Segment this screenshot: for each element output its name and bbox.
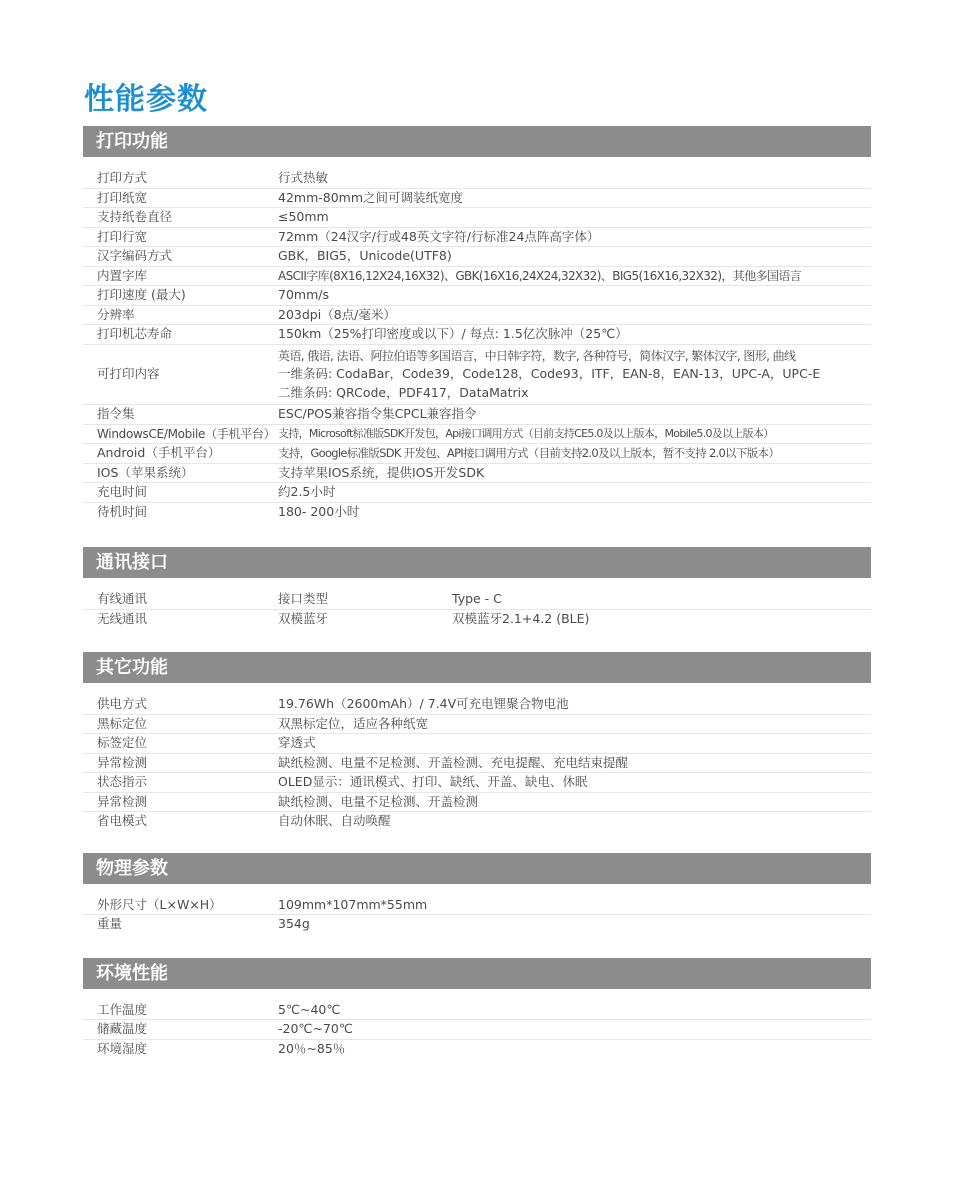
spec-value: 354g [278,916,310,931]
table-row [83,812,871,831]
table-row [83,1020,871,1040]
section-print [83,126,871,521]
table-row [83,590,871,610]
spec-value-line: 英语, 俄语, 法语、阿拉伯语等多国语言，中日韩字符，数字, 各种符号，简体汉字, 繁体汉字, 图形, 曲线 [278,348,796,363]
spec-value: 5℃~40℃ [278,1001,341,1017]
spec-value-line: 一维条码: CodaBar，Code39，Code128，Code93，ITF，EAN-8，EAN-13，UPC-A，UPC-E [278,366,821,381]
table-row [83,483,871,503]
spec-label: 外形尺寸（L×W×H） [97,896,222,912]
table-row [83,425,871,445]
page-title: 性能参数 [84,82,208,117]
spec-value: 行式热敏 [278,170,329,185]
table-row [83,247,871,267]
print-spec-table [83,169,871,521]
spec-value: 双黑标定位，适应各种纸宽 [278,715,429,731]
spec-value: 150km（25%打印密度或以下）/ 每点: 1.5亿次脉冲（25℃） [278,326,628,341]
spec-label: 重量 [97,916,123,931]
section-header-other: 其它功能 [83,652,871,683]
table-row [83,444,871,464]
spec-label: 状态指示 [97,774,148,789]
table-row [83,773,871,793]
spec-label: 环境湿度 [97,1040,148,1056]
table-row [83,610,871,629]
table-row [83,1001,871,1021]
spec-label: 供电方式 [97,696,148,711]
section-header-physical: 物理参数 [83,853,871,884]
section-other [83,652,871,831]
spec-sublabel: 接口类型 [278,591,329,606]
spec-value: 缺纸检测、电量不足检测、开盖检测、充电提醒、充电结束提醒 [278,754,629,770]
table-row [83,915,871,934]
spec-value: 42mm-80mm之间可调装纸宽度 [278,189,464,205]
table-row [83,208,871,228]
spec-value: 19.76Wh（2600mAh）/ 7.4V可充电锂聚合物电池 [278,696,569,711]
spec-label: 无线通讯 [97,610,148,626]
spec-value: ESC/POS兼容指令集CPCL兼容指令 [278,406,477,421]
table-row [83,734,871,754]
spec-label: 省电模式 [97,813,148,828]
spec-value: 缺纸检测、电量不足检测、开盖检测 [278,793,479,809]
spec-value: ASCII字库(8X16,12X24,16X32)、GBK(16X16,24X24,32X32)、BIG5(16X16,32X32)，其他多国语言 [278,268,802,283]
section-header-env: 环境性能 [83,958,871,989]
other-spec-table [83,695,871,831]
table-row [83,325,871,345]
spec-label: 分辨率 [97,306,135,322]
spec-label: 打印方式 [97,170,148,185]
spec-label: 工作温度 [97,1001,148,1017]
section-env [83,958,871,1059]
table-row [83,715,871,735]
spec-value: 72mm（24汉字/行或48英文字符/行标准24点阵高字体） [278,228,600,244]
table-row [83,345,871,406]
spec-value: -20℃~70℃ [278,1021,353,1036]
table-row [83,286,871,306]
spec-value: 自动休眠、自动唤醒 [278,813,391,828]
spec-sublabel: 双模蓝牙 [278,610,329,626]
spec-value: 支持，Microsoft标准版SDK开发包，Api接口调用方式（目前支持CE5.0及以上版本，Mobile5.0及以上版本） [278,426,774,440]
table-row [83,169,871,189]
spec-value: 支持苹果IOS系统，提供IOS开发SDK [278,464,485,480]
table-row [83,228,871,248]
spec-label: 打印纸宽 [97,189,148,205]
section-physical [83,853,871,934]
spec-value: 支持，Google标准版SDK 开发包、API接口调用方式（目前支持2.0及以上版本，暂不支持 2.0以下版本） [278,446,780,460]
spec-label: IOS（苹果系统） [97,464,194,480]
spec-label: 待机时间 [97,503,148,519]
spec-label: 有线通讯 [97,591,148,606]
spec-value: GBK，BIG5，Unicode(UTF8) [278,248,452,263]
spec-sections [83,126,871,1080]
spec-value: Type - C [452,591,502,606]
table-row [83,695,871,715]
table-row [83,793,871,813]
spec-value: 203dpi（8点/毫米） [278,306,396,322]
section-comm [83,547,871,628]
spec-label: WindowsCE/Mobile（手机平台） [97,426,276,441]
spec-label: 内置字库 [97,267,148,283]
spec-label: Android（手机平台） [97,445,221,460]
table-row [83,1040,871,1059]
spec-label: 打印机芯寿命 [97,326,173,341]
spec-label: 异常检测 [97,793,148,809]
table-row [83,754,871,774]
spec-value: 穿透式 [278,735,316,750]
spec-label: 汉字编码方式 [97,248,173,263]
spec-label: 支持纸卷直径 [97,209,173,224]
spec-value: 109mm*107mm*55mm [278,896,428,912]
spec-label: 标签定位 [97,735,148,750]
spec-value: ≤50mm [278,209,329,224]
section-header-print: 打印功能 [83,126,871,157]
spec-value: OLED显示：通讯模式、打印、缺纸、开盖、缺电、休眠 [278,774,588,789]
spec-label: 黑标定位 [97,715,148,731]
table-row [83,306,871,326]
spec-label: 可打印内容 [97,366,160,381]
spec-value [278,347,871,403]
spec-value: 约2.5小时 [278,484,336,499]
spec-value-line: 二维条码: QRCode，PDF417，DataMatrix [278,384,529,400]
spec-label: 打印速度 (最大) [97,287,186,302]
spec-label: 充电时间 [97,484,148,499]
spec-value: 20％~85％ [278,1040,346,1056]
table-row [83,189,871,209]
spec-value: 180- 200小时 [278,503,360,519]
spec-value: 70mm/s [278,287,329,302]
env-spec-table [83,1001,871,1059]
table-row [83,464,871,484]
physical-spec-table [83,896,871,934]
comm-spec-table [83,590,871,628]
spec-label: 异常检测 [97,754,148,770]
table-row [83,503,871,522]
spec-label: 指令集 [97,406,135,421]
table-row [83,405,871,425]
table-row [83,267,871,287]
section-header-comm: 通讯接口 [83,547,871,578]
spec-label: 打印行宽 [97,228,148,244]
spec-label: 储藏温度 [97,1021,148,1036]
spec-value: 双模蓝牙2.1+4.2 (BLE) [452,610,590,626]
table-row [83,896,871,916]
